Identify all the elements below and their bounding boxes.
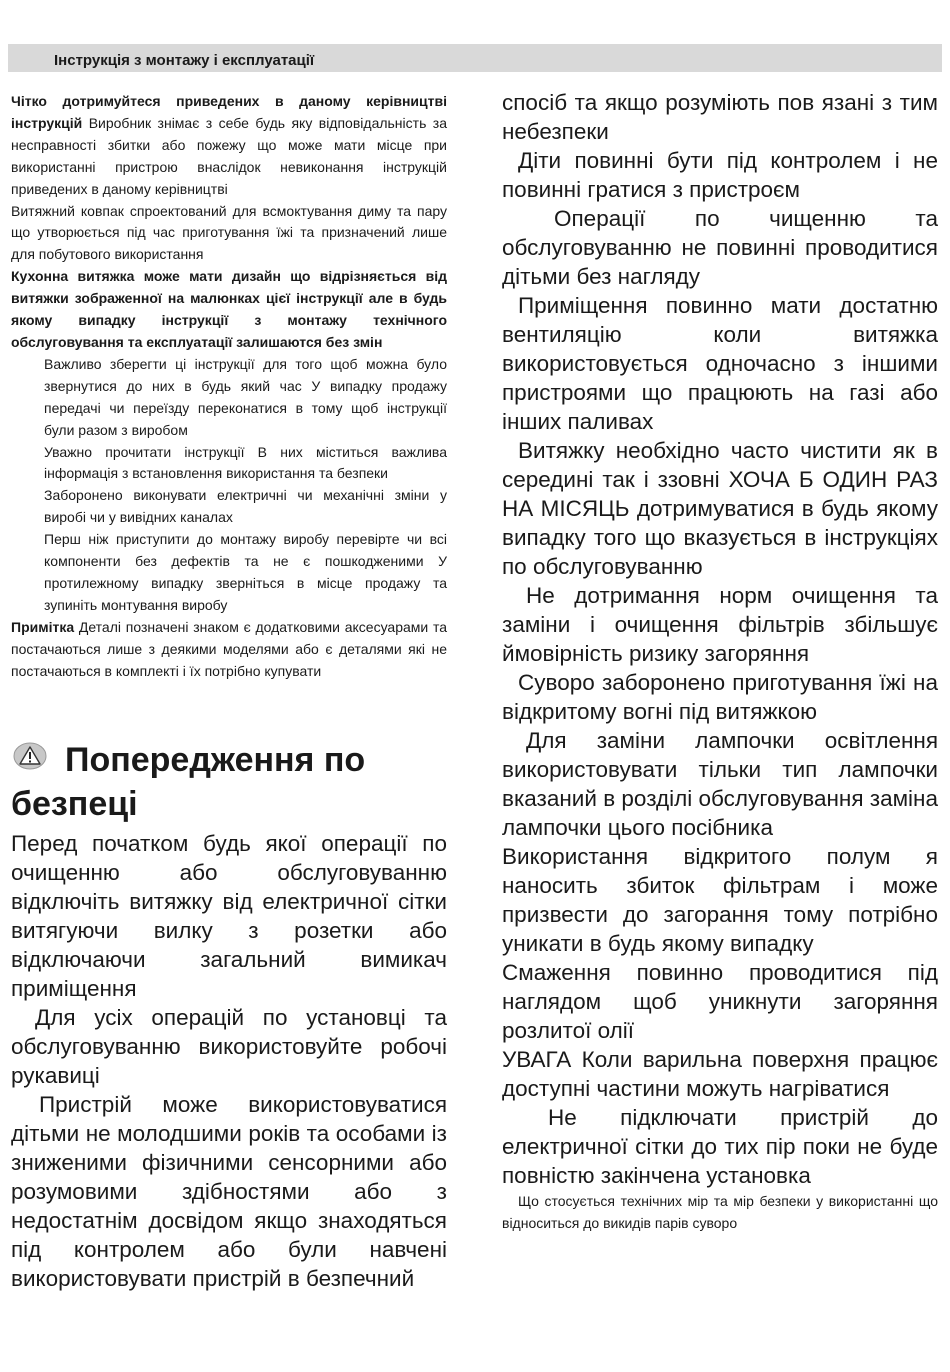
intro-paragraph-3 [11,266,447,354]
right-paragraph-11: УВАГА Коли варильна поверхня працює доступні частини можуть нагріватися [502,1047,938,1101]
intro-text: Виробник знімає з себе будь яку відповідальність за несправності збитки або пожежу що може мати місце при використанні пристрою внаслідок невиконання інструкцій приведених в даному керівництві [11,114,447,197]
right-paragraph-6: Не дотримання норм очищення та заміни і очищення фільтрів збільшує ймовірність ризику загоряння [502,583,938,666]
right-paragraph-12: Не підключати пристрій до електричної сітки до тих пір поки не буде повністю закінчена установка [502,1105,938,1188]
right-paragraph-5: Витяжку необхідно часто чистити як в середині так і ззовні ХОЧА Б ОДИН РАЗ НА МІСЯЦЬ дотримуватися в будь якому випадку того що вказується в інструкціях по обслуговуванню [502,438,938,579]
right-body-column [502,88,938,1234]
intro-item-1: Важливо зберегти ці інструкції для того щоб можна було звернутися до них в будь який час У випадку продажу передачі чи переїзду переконатися в тому щоб інструкції були разом з виробом [44,355,447,438]
intro-item-2: Уважно прочитати інструкції В них міститься важлива інформація з встановлення використання та безпеки [44,443,447,482]
note-text: Деталі позначені знаком є додатковими аксесуарами та постачаються лише з деякими моделями або є деталями які не постачаються в комплекті і їх потрібно купувати [11,618,447,679]
right-paragraph-1: спосіб та якщо розуміють пов язані з тим небезпеки [502,90,938,144]
intro-note [11,617,447,683]
left-paragraph-2: Для усіх операцій по установці та обслуговуванню використовуйте робочі рукавиці [11,1005,447,1088]
right-paragraph-10: Смаження повинно проводитися під наглядом щоб уникнути загоряння розлитої олії [502,960,938,1043]
intro-column [11,91,447,682]
right-paragraph-7: Суворо заборонено приготування їжі на відкритому вогні під витяжкою [502,670,938,724]
right-paragraph-13: Що стосується технічних мір та мір безпеки у використанні що відноситься до викидів парів суворо [502,1193,938,1231]
right-paragraph-4: Приміщення повинно мати достатню вентиляцію коли витяжка використовується одночасно з іншими пристроями що працюють на газі або інших паливах [502,293,938,434]
note-label: Примітка [11,618,75,635]
section-title-line-1: Попередження по [65,741,366,779]
left-paragraph-1: Перед початком будь якої операції по очищенню або обслуговуванню відключіть витяжку від електричної сітки витягуючи вилку з розетки або відключаючи загальний вимикач приміщення [11,831,447,1001]
intro-paragraph-1 [11,91,447,201]
right-paragraph-2: Діти повинні бути під контролем і не повинні гратися з пристроєм [502,148,938,202]
left-paragraph-3: Пристрій може використовуватися дітьми не молодшими років та особами із зниженими фізичними сенсорними або розумовими здібностями або з недостатнім досвідом якщо знаходяться під контролем або були навчені використовувати пристрій в безпечний [11,1092,447,1291]
intro-bold-lead: Чітко дотримуйтеся приведених в даному керівництві інструкцій [11,93,447,131]
right-paragraph-9: Використання відкритого полум я наносить збиток фільтрам і може призвести до загорання тому потрібно уникати в будь якому випадку [502,844,938,956]
right-paragraph-3: Операції по чищенню та обслуговуванню не повинні проводитися дітьми без нагляду [502,206,938,289]
right-paragraph-8: Для заміни лампочки освітлення використовувати тільки тип лампочки вказаний в розділі обслуговування заміна лампочки цього посібника [502,728,938,840]
intro-item-4: Перш ніж приступити до монтажу виробу перевірте чи всі компоненти без дефектів та не є пошкодженими У протилежному випадку зверніться в місце продажу та зупиніть монтування виробу [44,531,447,613]
left-body-column [11,829,447,1293]
intro-bold-design-note: Кухонна витяжка може мати дизайн що відрізняється від витяжки зображенної на малюнках цієї інструкції але в будь якому випадку інструкції з монтажу технічного обслуговування та експлуатації залишаются без змін [11,268,447,350]
intro-paragraph-2: Витяжний ковпак спроектований для всмоктування диму та пару що утворюється під час приготування їжі та призначений лише для побутового використання [11,202,447,263]
section-title [11,738,451,826]
intro-item-3: Заборонено виконувати електричні чи механічні зміни у виробі чи у вивідних каналах [44,487,447,526]
page-header-title: Інструкція з монтажу і експлуатації [54,52,315,69]
section-title-line-2: безпеці [11,785,138,823]
